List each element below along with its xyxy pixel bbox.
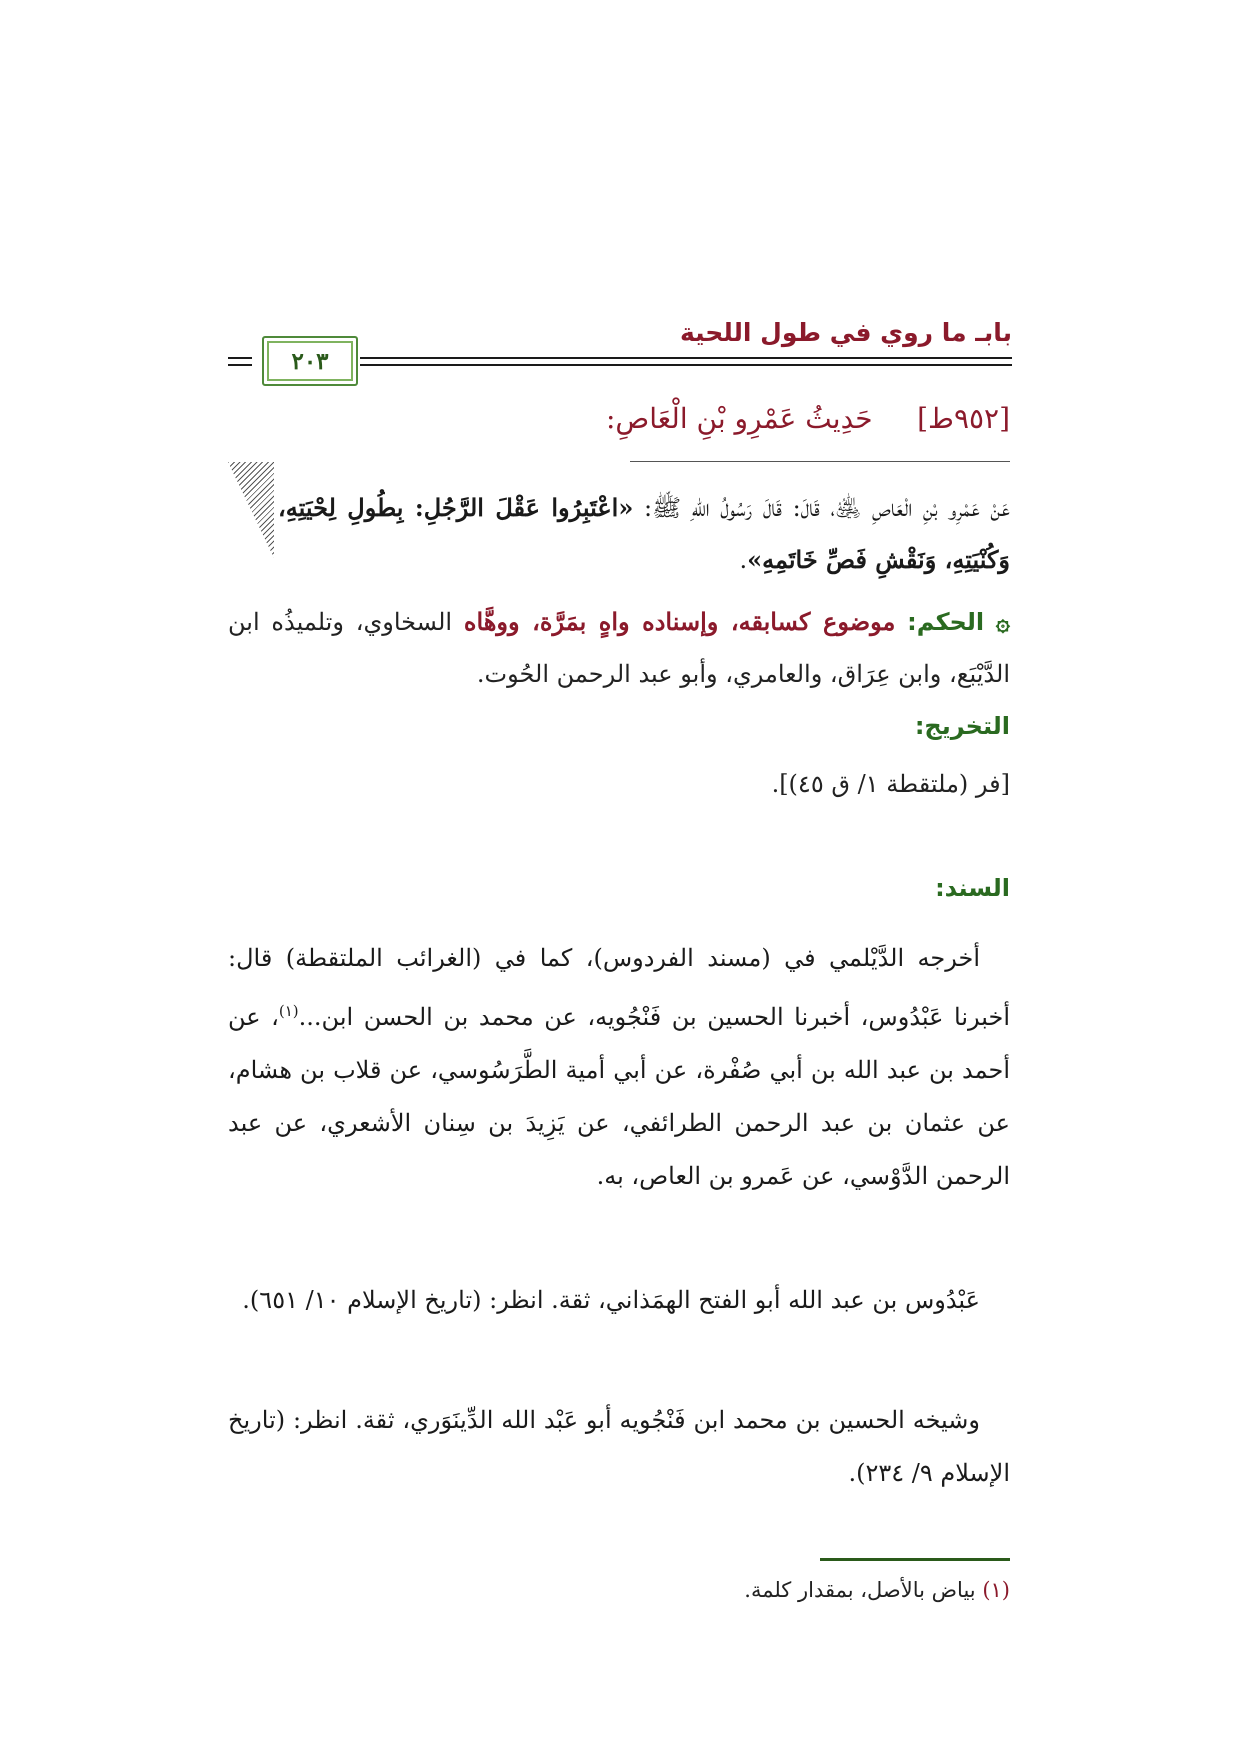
footnote-marker: (١) <box>278 1002 299 1020</box>
sanad-paragraph-1-b: ، عن أحمد بن عبد الله بن أبي صُفْرة، عن أبي أمية الطَّرَسُوسي، عن قلاب بن هشام، عن عثمان بن عبد الرحمن الطرائفي، عن يَزِيدَ بن سِنان الأشعري، عن عبد الرحمن الدَّوْسي، عن عَمرو بن العاص، به. <box>228 1003 1011 1190</box>
footnote-number: (١) <box>982 1578 1010 1602</box>
ruling-paragraph <box>228 596 1010 700</box>
page-number-badge: ٢٠٣ <box>262 336 358 386</box>
header-rule-left-bottom <box>228 364 252 366</box>
hadith-number: [٩٥٢ط] <box>917 402 1010 435</box>
sanad-paragraph-3: وشيخه الحسين بن محمد ابن فَنْجُويه أبو عَبْد الله الدِّينَوَري، ثقة. انظر: (تاريخ الإسلام ٩/ ٢٣٤). <box>228 1406 1010 1487</box>
header-rule-left-top <box>228 357 252 359</box>
footnote-1 <box>310 1578 1010 1602</box>
header-rule-bottom <box>360 364 1012 366</box>
sanad-label: السند: <box>935 874 1010 902</box>
hadith-intro: عَنْ عَمْرِو بْنِ الْعَاصِ ﵁، قَالَ: قَالَ رَسُولُ اللهِ ﷺ: <box>643 494 1010 522</box>
sanad-paragraph-1 <box>228 932 1010 1203</box>
hadith-end: . <box>739 546 748 574</box>
corner-ornament-icon <box>228 462 274 558</box>
footnote-text: بياض بالأصل، بمقدار كلمة. <box>744 1578 976 1602</box>
takhrij-reference: [فر (ملتقطة ١/ ق ٤٥)]. <box>771 770 1010 798</box>
ruling-rest: السخاوي، وتلميذُه ابن الدَّيْبَع، وابن عِرَاق، والعامري، وأبو عبد الرحمن الحُوت. <box>228 608 1010 688</box>
header-rule-top <box>360 357 1012 359</box>
ruling-label: الحكم: <box>907 608 985 636</box>
flower-ornament-icon: ۞ <box>995 607 1010 636</box>
takhrij-label: التخريج: <box>914 712 1010 740</box>
hadith-heading <box>290 402 1010 435</box>
ruling-verdict: موضوع كسابقه، وإسناده واهٍ بمَرَّة، ووهَّاه <box>463 607 896 636</box>
sanad-paragraph-1-a: أخرجه الدَّيْلمي في (مسند الفردوس)، كما في (الغرائب الملتقطة) قال: أخبرنا عَبْدُوس، أخبرنا الحسين بن فَنْجُويه، عن محمد بن الحسن ابن... <box>228 944 1010 1031</box>
hadith-title: حَدِيثُ عَمْرِو بْنِ الْعَاصِ: <box>605 402 873 435</box>
hadith-matn: «اعْتَبِرُوا عَقْلَ الرَّجُلِ: بِطُولِ لِحْيَتِهِ، وَكُنْيَتِهِ، وَنَقْشِ فَصِّ خَاتَمِهِ» <box>278 493 1010 574</box>
hadith-text <box>278 482 1010 586</box>
footnote-separator <box>820 1558 1010 1561</box>
chapter-title: بابـ ما روي في طول اللحية <box>679 318 1012 347</box>
heading-underline <box>630 461 1010 462</box>
sanad-paragraph-2: عَبْدُوس بن عبد الله أبو الفتح الهمَذاني، ثقة. انظر: (تاريخ الإسلام ١٠/ ٦٥١). <box>242 1286 980 1314</box>
